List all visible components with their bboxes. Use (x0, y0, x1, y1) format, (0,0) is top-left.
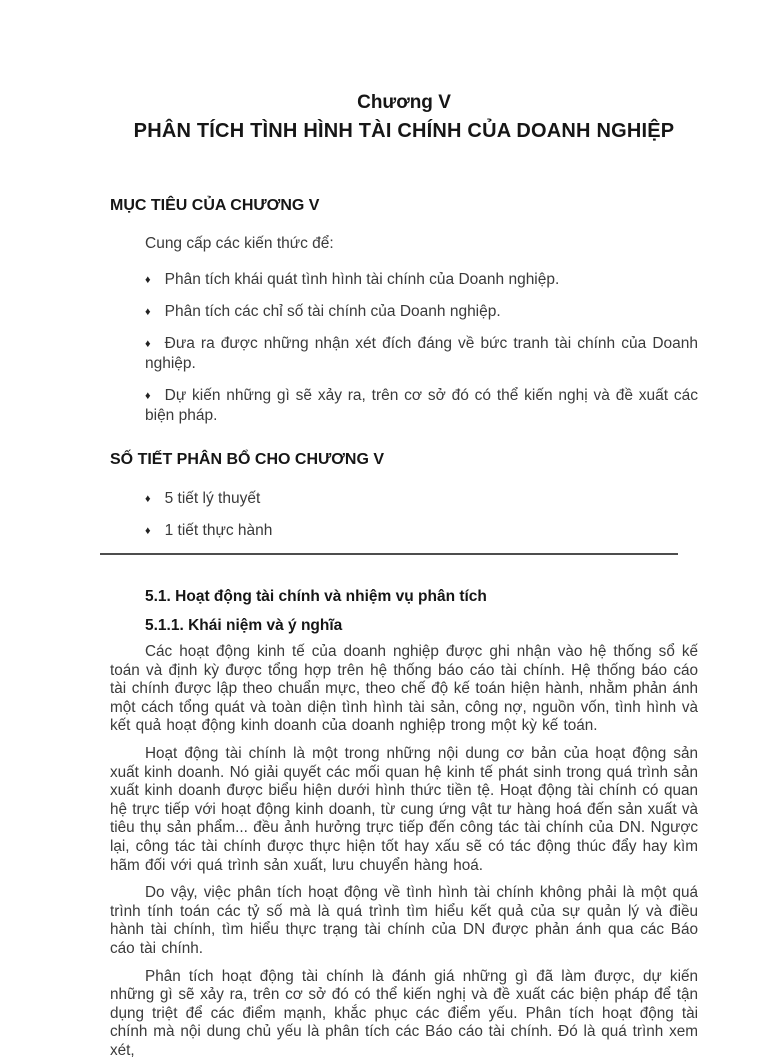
body-paragraph: Do vậy, việc phân tích hoạt động về tình hình tài chính không phải là một quá trình tính toán các tỷ số mà là quá trình tìm hiểu kết quả của sự quản lý và điều hành tài chính, tìm hiểu thực trạng tài chính của DN được phản ánh qua các Báo cáo tài chính. (110, 884, 698, 958)
list-item (110, 489, 698, 509)
body-paragraph: Các hoạt động kinh tế của doanh nghiệp được ghi nhận vào hệ thống sổ kế toán và định kỳ được tổng hợp trên hệ thống báo cáo tài chính. Hệ thống báo cáo tài chính được lập theo chuẩn mực, theo chế độ kế toán hiện hành, nhằm phản ánh một cách tổng quát và toàn diện tình hình tài sản, công nợ, nguồn vốn, tình hình và kết quả hoạt động kinh doanh của doanh nghiệp trong một kỳ kế toán. (110, 643, 698, 736)
list-item (110, 302, 698, 322)
list-item-text: Phân tích các chỉ số tài chính của Doanh nghiệp. (165, 303, 501, 320)
body-paragraph: Hoạt động tài chính là một trong những nội dung cơ bản của hoạt động sản xuất kinh doanh. Nó giải quyết các mối quan hệ kinh tế phát sinh trong quá trình sản xuất kinh doanh được biểu hiện dưới hình thức tiền tệ. Hoạt động tài chính có quan hệ trực tiếp với hoạt động kinh doanh, từ cung ứng vật tư hàng hoá đến sản xuất và tiêu thụ sản phẩm... đều ảnh hưởng trực tiếp đến công tác tài chính của DN. Ngược lại, công tác tài chính được thực hiện tốt hay xấu sẽ có tác động thúc đẩy hay kìm hãm đối với quá trình sản xuất, lưu chuyển hàng hoá. (110, 745, 698, 875)
list-item-text: 1 tiết thực hành (165, 522, 273, 539)
chapter-title: PHÂN TÍCH TÌNH HÌNH TÀI CHÍNH CỦA DOANH NGHIỆP (110, 117, 698, 146)
list-item-text: 5 tiết lý thuyết (165, 490, 261, 507)
allocation-heading: SỐ TIẾT PHÂN BỔ CHO CHƯƠNG V (110, 450, 698, 470)
objectives-intro: Cung cấp các kiến thức để: (110, 234, 698, 253)
list-item (110, 386, 698, 426)
page-content (110, 0, 698, 1060)
section-5-1-1-heading: 5.1.1. Khái niệm và ý nghĩa (110, 616, 698, 635)
list-item-text: Phân tích khái quát tình hình tài chính của Doanh nghiệp. (165, 271, 560, 288)
chapter-number: Chương V (110, 88, 698, 117)
chapter-title-block (110, 88, 698, 146)
objectives-heading: MỤC TIÊU CỦA CHƯƠNG V (110, 196, 698, 216)
bullet-diamond-icon: ♦ (145, 489, 151, 509)
bullet-diamond-icon: ♦ (145, 270, 151, 290)
body-paragraph: Phân tích hoạt động tài chính là đánh giá những gì đã làm được, dự kiến những gì sẽ xảy ra, trên cơ sở đó có thể kiến nghị và đề xuất các biện pháp để tận dụng triệt để các điểm mạnh, khắc phục các điểm yếu. Phân tích hoạt động tài chính mà nội dung chủ yếu là phân tích các Báo cáo tài chính. Đó là quá trình xem xét, (110, 968, 698, 1060)
bullet-diamond-icon: ♦ (145, 386, 151, 406)
objectives-list (110, 270, 698, 426)
allocation-list (110, 489, 698, 541)
list-item-text: Dự kiến những gì sẽ xảy ra, trên cơ sở đó có thể kiến nghị và đề xuất các biện pháp. (145, 387, 698, 424)
bullet-diamond-icon: ♦ (145, 334, 151, 354)
section-divider (100, 553, 678, 555)
bullet-diamond-icon: ♦ (145, 302, 151, 322)
section-5-1-heading: 5.1. Hoạt động tài chính và nhiệm vụ phân tích (110, 587, 698, 606)
list-item (110, 270, 698, 290)
bullet-diamond-icon: ♦ (145, 521, 151, 541)
list-item (110, 521, 698, 541)
list-item-text: Đưa ra được những nhận xét đích đáng về bức tranh tài chính của Doanh nghiệp. (145, 335, 698, 372)
list-item (110, 334, 698, 374)
